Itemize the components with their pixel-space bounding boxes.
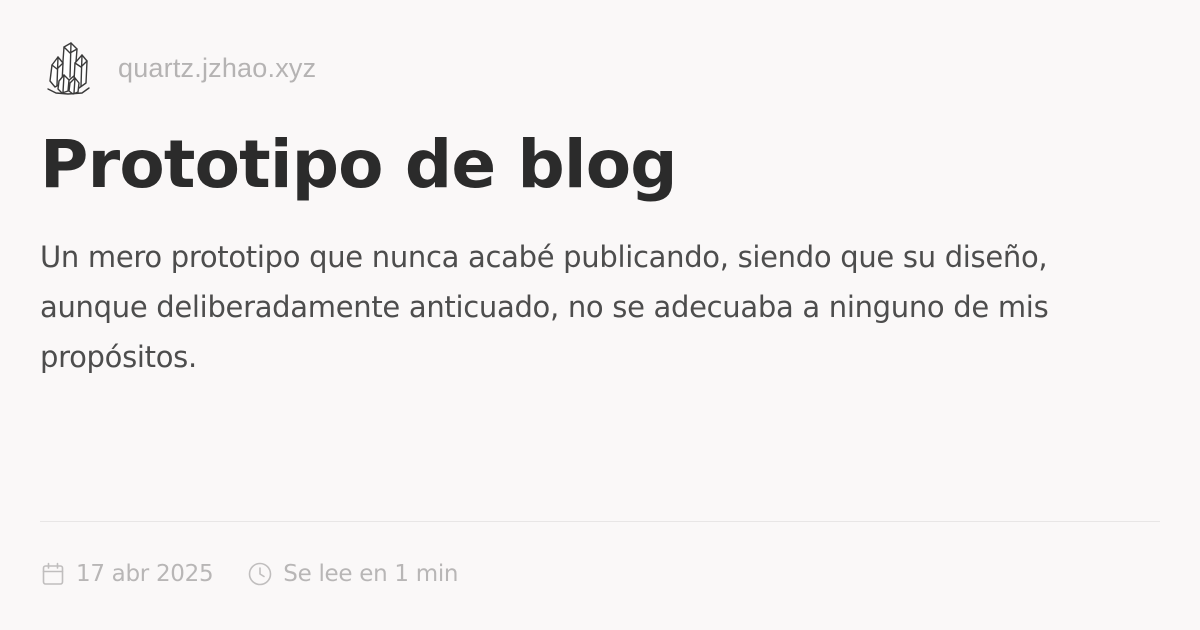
site-header xyxy=(44,40,316,96)
site-url[interactable]: quartz.jzhao.xyz xyxy=(118,52,317,83)
post-meta xyxy=(40,556,458,592)
clock-icon xyxy=(247,561,273,587)
post-date-text: 17 abr 2025 xyxy=(76,561,214,587)
divider xyxy=(40,521,1160,522)
post-description: Un mero prototipo que nunca acabé publicando, siendo que su diseño, aunque deliberadamente anticuado, no se adecuaba a ninguno de mis propósitos. xyxy=(40,240,1049,374)
calendar-icon xyxy=(40,561,66,587)
reading-time xyxy=(247,561,458,587)
crystal-logo-icon xyxy=(44,41,92,95)
page-title: Prototipo de blog xyxy=(40,126,677,203)
post-date xyxy=(40,561,213,587)
reading-time-text: Se lee en 1 min xyxy=(283,561,459,587)
